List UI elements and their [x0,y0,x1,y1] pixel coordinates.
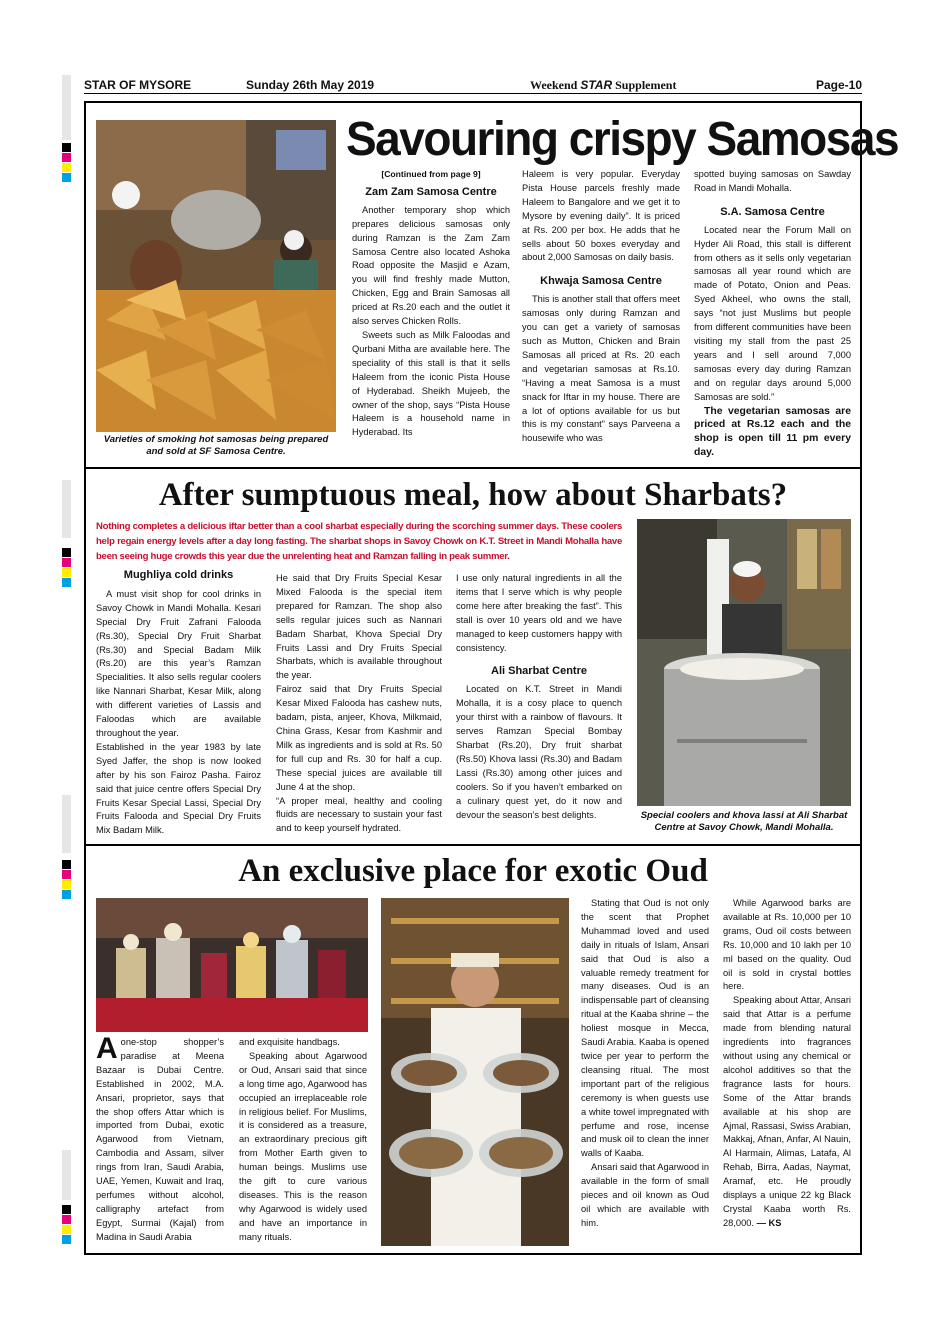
registration-mark-magenta [62,1215,71,1224]
registration-mark-cyan [62,1235,71,1244]
supplement-title: Weekend STAR Supplement [530,78,677,92]
registration-mark-cyan [62,173,71,182]
haleem-para: Haleem is very popular. Everyday Pista House parcels freshly made Haleem to Bangalore and we get it to Mysore by evening daily”. It is priced at Rs. 200 per box. He adds that he sells about 50 boxes everyday and about 2,000 Samosas on daily basis. [522,169,680,263]
khwaja-subhead: Khwaja Samosa Centre [540,275,662,288]
agarwood-para: Speaking about Agarwood or Oud, Ansari said that since a long time ago, Agarwood has occupied an irreplaceable role in religious belief. For Muslims, it is considered as a treasure, an extraordinary precious gift from Mother Earth given to human beings. Muslims use the gift to cure various diseases. This is the reason why Agarwood is widely used and have an importance in many rituals. [239,1050,367,1242]
samosa-photo-caption: Varieties of smoking hot samosas being prepared and sold at SF Samosa Centre. [103,434,329,458]
registration-mark-black [62,548,71,557]
oud-headline: An exclusive place for exotic Oud [238,853,708,889]
oud-oil-para: Ansari said that Agarwood in available in the form of small pieces and oil known as Oud oil which are available with him. [581,1162,709,1228]
sharbat-col-3 [456,572,622,822]
zamzam-subhead: Zam Zam Samosa Centre [365,185,497,198]
section-divider-1 [86,467,860,469]
ingredients-para: I use only natural ingredients in all the items that I serve which is why people come here after breaking the fast”. This stall is over 10 years old and we have managed to keep customers happy with consistency. [456,573,622,653]
sharbat-col-2 [276,572,442,836]
registration-mark-black [62,143,71,152]
registration-bar-4 [62,1150,71,1200]
ali-sharbat-subhead: Ali Sharbat Centre [491,665,587,678]
samosa-headline: Savouring crispy Samosas [346,110,899,166]
registration-mark-cyan [62,578,71,587]
khwaja-para: This is another stall that offers meet samosas only during Ramzan and you can get a variety of samosas such as Mutton, Chicken and Brain Samosas all priced at Rs. 20 each and vegetarian samosas at Rs.10. “Having a meat Samosa is a must snack for Iftar in my house. There are a lot of options available for us but this is my constant” says Parveena a housewife who was [522,294,680,444]
sa-samosa-para: Located near the Forum Mall on Hyder Ali Road, this stall is different from others as it sells only vegetarian samosas all year round which are made of Potato, Onion and Peas. Syed Akheel, who owns the stall, says “not just Muslims but people from different communities have been visiting my stall from the past 25 years and I sell around 7,000 samosas every day during Ramzan and on regular days around 5,000 Samosas are sold.” [694,224,851,402]
sharbat-photo [637,519,851,806]
registration-mark-yellow [62,163,71,172]
sharbat-col-1 [96,569,261,838]
oud-col-3 [581,897,709,1231]
registration-bar-3 [62,795,71,853]
page-number: Page-10 [815,78,862,92]
samosa-col-1 [352,168,510,440]
section-divider-2 [86,844,860,846]
registration-mark-black [62,860,71,869]
ali-sharbat-para: Located on K.T. Street in Mandi Mohalla, it is a cosy place to quench your thirst with a rainbow of flavours. It serves Ramzan Special Bombay Sharbat (Rs.20), Dry fruit sharbat (Rs.50) Khova lassi (Rs.30) and Badam Lassi (Rs.30) among other juices and coolers. So if you haven’t embarked on a culinary quest yet, do it now and devour the season’s best delights. [456,684,622,820]
perfume-bottles-photo [96,898,368,1032]
sa-samosa-subhead: S.A. Samosa Centre [720,205,825,218]
oud-price-para: While Agarwood barks are available at Rs. 10,000 per 10 grams, Oud oil costs between Rs. 10,000 and 10 lakh per 10 ml based on the quality. Oud oil is sold in crystal bottles here. [723,898,851,992]
registration-mark-cyan [62,890,71,899]
samosa-col-3 [694,168,851,460]
oud-remedy-para: Stating that Oud is not only the scent that Prophet Muhammad loved and used daily in rituals of Islam, Ansari said that Oud is also a valuable remedy treatment for many diseases. Oud is an indispensable part of cleansing ritual at the Kaaba shrine – the holiest mosque in Mecca, Saudi Arabia. Kaaba is opened twice per year to perform the cleansing ritual. The most important part of the religious ceremony is when guests use a white towel impregnated with perfume and rose, incense and musk oil to clean the inner walls of Kaaba. [581,898,709,1159]
oud-col-2 [239,1036,367,1245]
paper-name: STAR OF MYSORE [84,78,192,92]
handbags-para: and exquisite handbags. [239,1037,340,1047]
zamzam-para-2: Sweets such as Milk Faloodas and Qurbani Mitha are available here. The speciality of this stall is that it sells Haleem from the iconic Pista House of Hyderabad. Sheikh Mujeeb, the owner of the shop, says “Pista House Haleem is a household name in Hyderabad. Its [352,329,510,438]
registration-bar-top [62,75,71,140]
page-header [84,78,862,94]
agarwood-photo [381,898,569,1246]
continued-note: [Continued from page 9] [381,169,481,179]
registration-mark-black [62,1205,71,1214]
sharbat-photo-caption: Special coolers and khova lassi at Ali Sharbat Centre at Savoy Chowk, Mandi Mohalla. [640,810,848,834]
byline: — KS [756,1217,782,1228]
oud-col-1 [96,1032,224,1245]
registration-mark-magenta [62,558,71,567]
sharbat-lead: Nothing completes a delicious iftar better than a cool sharbat especially during the scorching summer days. These coolers help regain energy levels after a day long fasting. The sharbat shops in Savoy Chowk on K.T. Street in Mandi Mohalla have been seeing huge crowds this year due the unrelenting heat and Ramzan falling in peak summer. [96,521,622,562]
falooda-para-1: He said that Dry Fruits Special Kesar Mixed Falooda is the special item prepared for Ramzan. The shop also sells regular juices such as Nannari Badam Sharbat, Khova Special Dry Fruits Lassi and Dry Fruits Special Sharbats, which is available throughout the year. [276,573,442,681]
registration-mark-yellow [62,1225,71,1234]
registration-bar-2 [62,480,71,538]
oud-intro-para: Aone-stop shopper’s paradise at Meena Bazaar is Dubai Centre. Established in 2002, M.A. Ansari, proprietor, says that the shop offers Attar which is imported from Dubai, exotic Agarwood from Vietnam, Cambodia and Assam, silver rings from Iran, Saudi Arabia, UAE, Yemen, Kuwait and Iraq, perfumes without alcohol, calligraphy artefact from Egypt, Surmai (Kajal) from Madina in Saudi Arabia [96,1032,224,1242]
zamzam-para-1: Another temporary shop which prepares delicious samosas only during Ramzan is the Zam Zam Samosa Centre also located Ashoka Road opposite the Masjid e Azam, you will find freshly made Mutton, Chicken, Egg and Brain Samosas all priced at Rs.20 each and the outlet it also serves Chicken Rolls. [352,204,510,327]
issue-date: Sunday 26th May 2019 [246,78,375,92]
falooda-para-2: Fairoz said that Dry Fruits Special Kesar Mixed Falooda has cashew nuts, badam, pista, anjeer, Khova, Milkmaid, China Grass, Kesar from Kashmir and Milk as ingredients and is sold at Rs. 50 for full cup and Rs. 30 for half a cup. These special juices are available till June 4 at the shop. [276,684,442,792]
registration-mark-magenta [62,870,71,879]
registration-mark-yellow [62,568,71,577]
falooda-para-3: “A proper meal, healthy and cooling fluids are necessary to sustain your fast and to keep yourself hydrated. [276,795,442,834]
samosa-photo [96,120,336,432]
oud-col-4 [723,897,851,1231]
dropcap: A [96,1032,118,1065]
sa-samosa-bold: The vegetarian samosas are priced at Rs.12 each and the shop is open till 11 pm every day. [694,405,851,458]
mughliya-subhead: Mughliya cold drinks [123,569,234,581]
attar-para: Speaking about Attar, Ansari said that Attar is a perfume made from blending natural ingredients into fragrances without using any chemical or alcohol additives so that the fragrance lasts for hours. Some of the Attar brands available at his shop are Ajmal, Rassasi, Swiss Arabian, Makkaj, Afnan, Anfar, Al Nauin, Al Harmain, Alimas, Latafa, Al Rehab, Birra, Aadas, Naymat, Aramaf, etc. He proudly displays a unique 22 kg Black Crystal Kaaba worth Rs. 28,000. — KS [723,995,851,1228]
mughliya-para-1: A must visit shop for cool drinks in Savoy Chowk in Mandi Mohalla. Kesari Special Dry Fruit Zafrani Falooda (Rs.30), Special Dry Fruit Sharbat (Rs.30) and Special Badam Milk (Rs.20) are this year’s Ramzan Specialities. It also sells regular coolers like Nannari Sharbat, Kesar Milk, along with different varieties of Lassis and Faloodas which are available throughout the year. [96,588,261,738]
registration-mark-yellow [62,880,71,889]
samosa-col-2 [522,168,680,446]
sawday-para: spotted buying samosas on Sawday Road in Mandi Mohalla. [694,169,851,193]
registration-mark-magenta [62,153,71,162]
mughliya-para-2: Established in the year 1983 by late Syed Jaffer, the shop is now looked after by his son Fairoz Pasha. Fairoz said that juice centre offers Special Dry Fruits Kesar Special Lassi, Special Dry Fruits Falooda and Special Dry Fruits Mix Badam Milk. [96,741,261,836]
sharbat-headline: After sumptuous meal, how about Sharbats? [158,477,788,513]
